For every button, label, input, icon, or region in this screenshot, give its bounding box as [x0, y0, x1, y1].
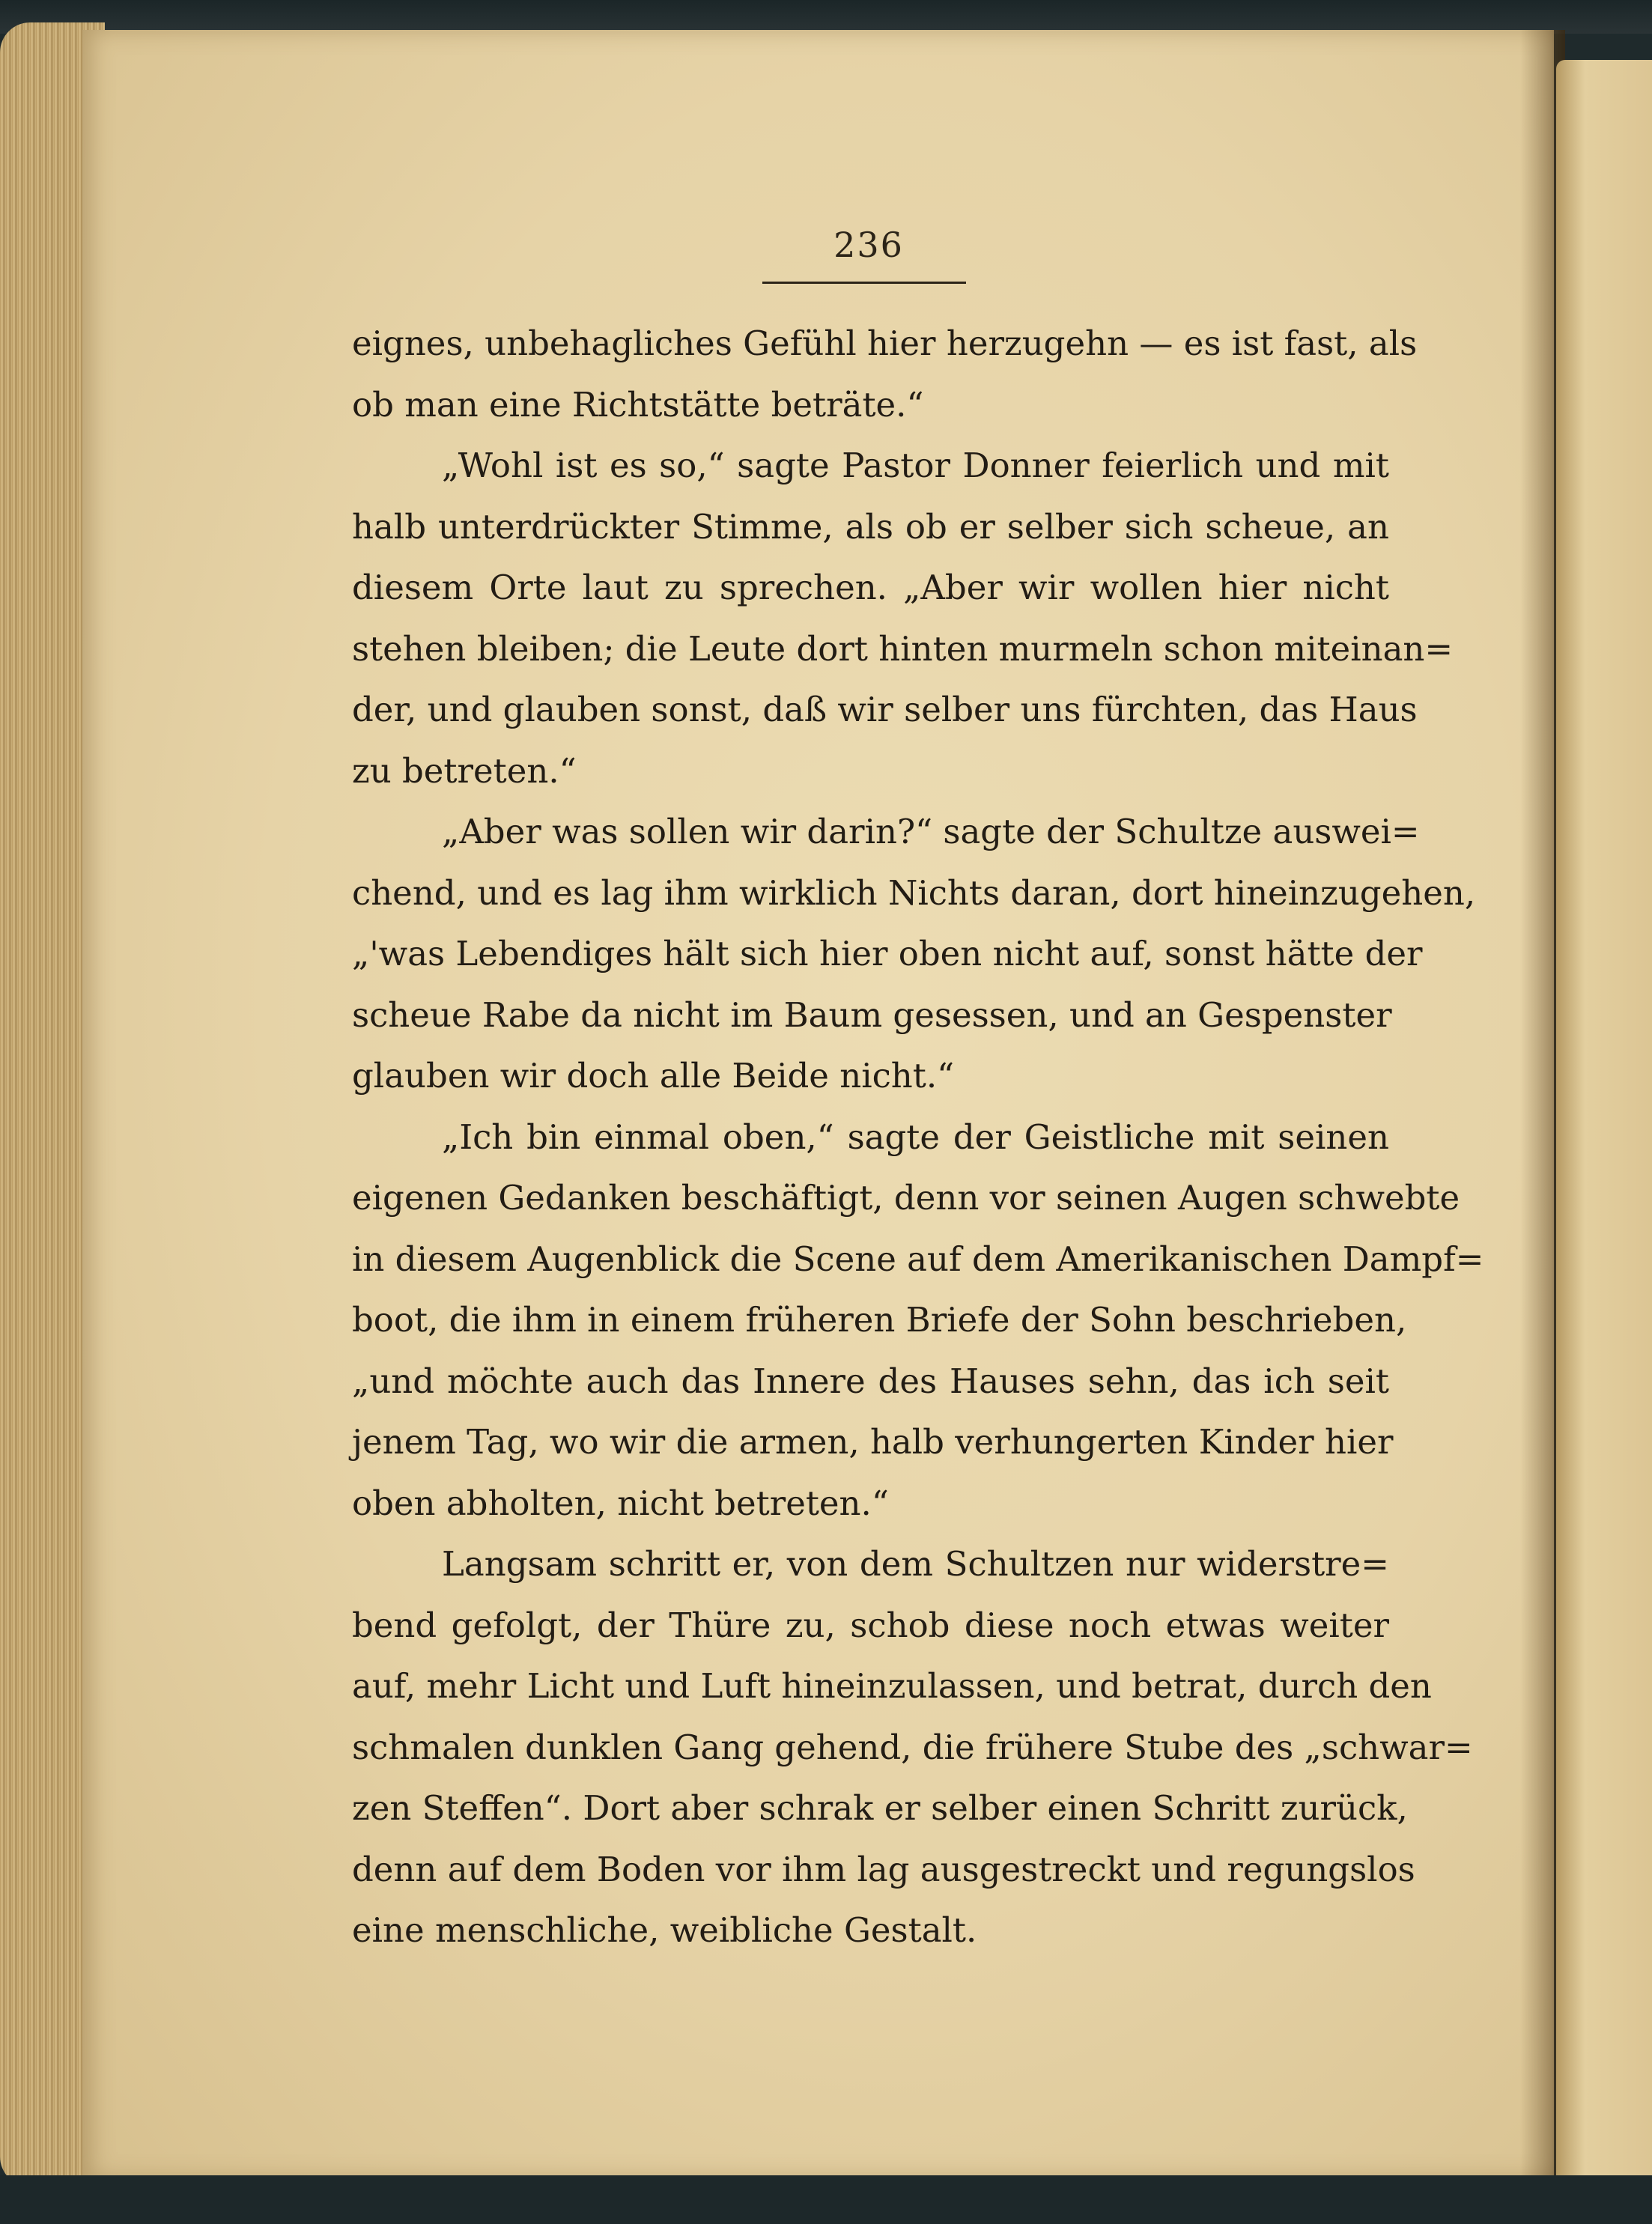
- text-line: eigenen Gedanken beschäftigt, denn vor seinen Augen schwebte: [352, 1178, 1460, 1218]
- text-line: „und möchte auch das Innere des Hauses sehn, das ich seit: [352, 1361, 1389, 1401]
- text-line: eine menschliche, weibliche Gestalt.: [352, 1910, 977, 1950]
- text-line: oben abholten, nicht betreten.“: [352, 1483, 889, 1523]
- text-line: chend, und es lag ihm wirklich Nichts daran, dort hineinzugehen,: [352, 872, 1476, 913]
- text-line: zen Steffen“. Dort aber schrak er selber einen Schritt zurück,: [352, 1788, 1408, 1828]
- text-line: stehen bleiben; die Leute dort hinten murmeln schon miteinan=: [352, 628, 1454, 669]
- text-line: in diesem Augenblick die Scene auf dem Amerikanischen Dampf=: [352, 1239, 1484, 1279]
- text-line: Langsam schritt er, von dem Schultzen nur widerstre=: [442, 1544, 1389, 1584]
- text-line: boot, die ihm in einem früheren Briefe der Sohn beschrieben,: [352, 1300, 1407, 1340]
- page-number-rule: [762, 282, 966, 284]
- text-line: „'was Lebendiges hält sich hier oben nicht auf, sonst hätte der: [352, 934, 1423, 973]
- text-line: denn auf dem Boden vor ihm lag ausgestreckt und regungslos: [352, 1849, 1415, 1889]
- text-line: schmalen dunklen Gang gehend, die frühere Stube des „schwar=: [352, 1727, 1473, 1767]
- facing-page-edge: [1556, 60, 1652, 2179]
- text-line: scheue Rabe da nicht im Baum gesessen, und an Gespenster: [352, 994, 1392, 1035]
- text-line: zu betreten.“: [352, 750, 577, 791]
- text-line: auf, mehr Licht und Luft hineinzulassen, und betrat, durch den: [352, 1666, 1432, 1706]
- text-line: der, und glauben sonst, daß wir selber uns fürchten, das Haus: [352, 690, 1418, 729]
- text-line: jenem Tag, wo wir die armen, halb verhungerten Kinder hier: [352, 1422, 1394, 1462]
- text-line: „Wohl ist es so,“ sagte Pastor Donner feierlich und mit: [442, 446, 1389, 485]
- scan-background-top: [0, 0, 1652, 34]
- text-line: ob man eine Richtstätte beträte.“: [352, 384, 924, 425]
- text-line: „Ich bin einmal oben,“ sagte der Geistliche mit seinen: [442, 1116, 1389, 1157]
- scan-background-bottom: [0, 2175, 1652, 2224]
- text-line: eignes, unbehagliches Gefühl hier herzugehn — es ist fast, als: [352, 323, 1418, 363]
- page-number: 236: [833, 225, 904, 265]
- text-line: bend gefolgt, der Thüre zu, schob diese noch etwas weiter: [352, 1605, 1389, 1645]
- text-line: halb unterdrückter Stimme, als ob er selber sich scheue, an: [352, 506, 1389, 547]
- text-line: diesem Orte laut zu sprechen. „Aber wir wollen hier nicht: [352, 568, 1389, 607]
- body-text: [352, 313, 1484, 1961]
- text-line: „Aber was sollen wir darin?“ sagte der Schultze auswei=: [442, 812, 1420, 851]
- text-line: glauben wir doch alle Beide nicht.“: [352, 1056, 955, 1096]
